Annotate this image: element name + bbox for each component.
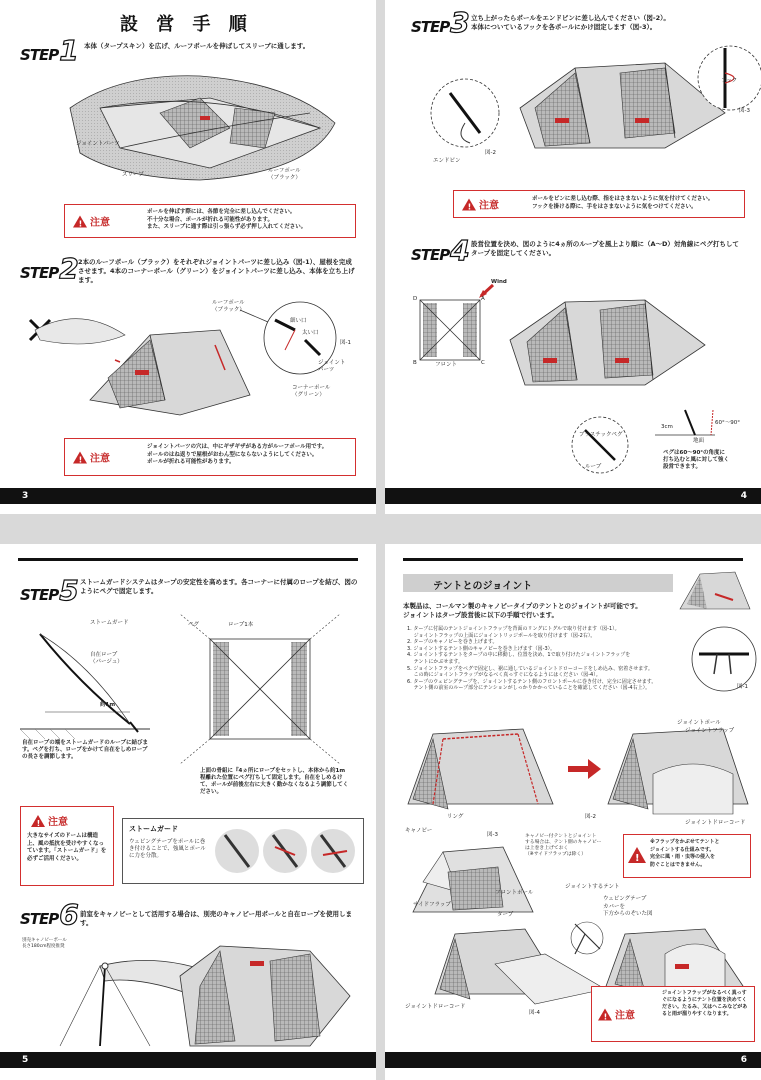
label-peg: ペグ xyxy=(188,622,200,628)
warning-icon xyxy=(73,451,87,463)
label-fig-2: 図-2 xyxy=(585,814,596,820)
canopy-note: キャノピー付テントとジョイント する場合は、テント側のキャノピー は上巻き上げておく （※サイドフラップは除く） xyxy=(525,834,602,857)
step-4-heading: STEP4 xyxy=(411,234,469,267)
label-joint-parts: ジョイントパーツ xyxy=(76,141,120,147)
label-loop: ループ xyxy=(585,464,602,470)
label-fig-1: 図-1 xyxy=(340,340,351,346)
step-6-text: 前室をキャノピーとして活用する場合は、別売のキャノピー用ポールと自在ロープを使用します。 xyxy=(80,910,353,927)
label-d: D xyxy=(413,296,418,302)
flap-note-text: ※フラップをかぶせてテントと ジョイントする仕組みです。 完全に風・雨・虫等の侵入を 防ぐことはできません。 xyxy=(650,839,720,868)
label-distance: 約1m xyxy=(100,702,116,708)
label-corner-pole: コーナーポール （グリーン） xyxy=(292,385,331,398)
label-fig-3: 図-3 xyxy=(739,108,750,114)
step-3-illustration xyxy=(425,38,755,168)
manual-page-4 xyxy=(385,0,761,514)
svg-text:!: ! xyxy=(78,219,83,228)
step-2-illustration xyxy=(20,300,360,420)
label-rope-1: ロープ1本 xyxy=(228,622,254,628)
warning-icon xyxy=(628,847,646,863)
caution-box-6 xyxy=(591,986,755,1042)
step-5-text: ストームガードシステムはタープの安定性を高めます。各コーナーに付属のロープを結び、図のようにペグで固定します。 xyxy=(80,578,358,595)
label-fig-4: 図-4 xyxy=(529,1010,540,1016)
label-plastic-peg: プラスチックペグ xyxy=(579,432,623,438)
label-sleeve: スリーブ xyxy=(122,172,144,178)
label-front-pole: フロントポール xyxy=(495,890,534,896)
label-fig-3: 図-3 xyxy=(487,832,498,838)
label-canopy: キャノピー xyxy=(405,828,433,834)
procedure-step: この時にジョイントフラップがなるべく真っすぐになるようにはください（図-4）。 xyxy=(407,672,601,679)
caution-text: ジョイントパーツの穴は、中にギザギザがある方がルーフポール用です。 ポールのはね返りで屋根がおわん型にならないようにしてください。 ポールが折れる可能性があります。 xyxy=(147,444,328,465)
page-number: 5 xyxy=(22,1055,29,1065)
page-footer xyxy=(0,488,376,504)
procedure-step: 6. タープのウェビングテープを、ジョイントするテント側のフロントポールに巻き付け、完全に固定させます。 xyxy=(407,678,657,685)
label-end-pin: エンドピン xyxy=(433,158,461,164)
flap-note-box xyxy=(623,834,751,878)
caution-box-2 xyxy=(64,438,356,476)
caution-text: ポールをピンに差し込む際、指をはさまないように気を付けてください。 フックを掛ける際に、手をはさまないように気をつけてください。 xyxy=(532,196,714,210)
label-joint-parts-2: ジョイント パーツ xyxy=(318,360,346,373)
caution-heading: ! 注意 xyxy=(598,1007,635,1022)
caution-heading: ! 注意 xyxy=(73,214,110,229)
step-1-heading: STEP1 xyxy=(20,34,78,67)
step-5-heading: STEP5 xyxy=(20,574,78,607)
step-3-heading: STEP3 xyxy=(411,6,469,39)
caution-text: 大きなサイズのドームは構造上、風の抵抗を受けやすくなっています。「ストームガード」を必ずご活用ください。 xyxy=(27,833,107,862)
step-2-text: 2本のルーフポール（ブラック）をそれぞれジョイントパーツに差し込み（図-1）、屋根を完成させます。4本のコーナーポール（グリーン）をジョイントパーツに差し込み、本体を立ち上げます。 xyxy=(78,258,355,284)
page-footer xyxy=(385,488,761,504)
caution-heading: ! 注意 xyxy=(73,450,110,465)
svg-text:!: ! xyxy=(467,202,472,211)
label-joint-pole: ジョイントポール xyxy=(677,720,721,726)
page-number: 6 xyxy=(740,1055,747,1065)
procedure-step: テント側の前室のループ部分にテンションがしっかりかかっていることを確認してください（図-4右上）。 xyxy=(407,685,651,692)
procedure-step: ジョイントフラップの上面にジョイントリッジポールを取り付けます（図-2右）。 xyxy=(407,632,596,639)
svg-text:!: ! xyxy=(78,455,83,464)
manual-page-5 xyxy=(0,544,376,1080)
step-1-text: 本体（タープスキン）を広げ、ルーフポールを伸ばしてスリーブに通します。 xyxy=(84,42,310,50)
page-footer xyxy=(385,1052,761,1068)
caution-box-1 xyxy=(64,204,356,238)
section-header: テントとのジョイント xyxy=(403,574,673,592)
label-ground: 地面 xyxy=(693,438,705,444)
intro-text: 本製品は、コールマン製のキャノピータイプのテントとのジョイントが可能です。 ジョイントはタープ設営後に以下の手順で行います。 xyxy=(403,602,642,619)
warning-icon xyxy=(31,815,45,827)
fig-1-illustration xyxy=(689,624,759,694)
storm-guard-box xyxy=(122,818,364,884)
warning-icon xyxy=(73,215,87,227)
caution-heading: ! 注意 xyxy=(462,197,499,212)
label-webbing: ウェビングテープ xyxy=(603,896,647,902)
page-title: 設 営 手 順 xyxy=(120,14,253,35)
procedure-list xyxy=(407,626,707,692)
step-3-text: 立ち上がったらポールをエンドピンに差し込んでください（図-2）。 本体についているフックを各ポールにかけ固定します（図-3）。 xyxy=(471,14,670,31)
svg-text:!: ! xyxy=(36,818,41,828)
manual-page-3 xyxy=(0,0,376,514)
caution-heading: ! 注意 xyxy=(31,813,68,828)
label-storm-guard: ストームガード xyxy=(90,620,129,626)
storm-guard-title: ストームガード xyxy=(129,825,178,833)
label-a: A xyxy=(481,296,485,302)
label-ring: リング xyxy=(447,814,464,820)
procedure-step: 2. タープのキャノピーを巻き上げます。 xyxy=(407,639,498,646)
warning-icon xyxy=(462,198,476,210)
label-fig-2: 図-2 xyxy=(485,150,496,156)
note-right: 上面の骨組に『4ヵ所にロープをセットし、本体から約1m程離れた位置にペグ打ちして固定します。自在をしめるけて、ポールが前後左右に大きく動かなくなるよう調節してください。 xyxy=(200,768,349,795)
page-number: 3 xyxy=(22,491,29,501)
label-joint-flap: ジョイントフラップ xyxy=(685,728,735,734)
top-rule xyxy=(403,558,743,561)
label-thin: 細い口 xyxy=(290,318,307,324)
top-rule xyxy=(18,558,358,561)
label-depth: 3cm xyxy=(661,424,673,430)
peg-note: ペグは60〜90°の角度に 打ち込むと風に対して強く 設営できます。 xyxy=(663,450,730,470)
caution-box-3 xyxy=(453,190,745,218)
procedure-step: 4. ジョイントするテントをタープの中に移動し、位置を決め、1で取り付けたジョイントフラップを xyxy=(407,652,631,659)
caution-text: ジョイントフラップがなるべく真っすぐになるようにテント位置を決めてください。たるみ、又はへこみなどがあると雨が溜りやすくなります。 xyxy=(662,990,748,1017)
label-thick: 太い口 xyxy=(302,330,319,336)
label-angle: 60°〜90° xyxy=(715,420,740,426)
caution-box-5 xyxy=(20,806,114,886)
label-roof-pole-2: ルーフポール （ブラック） xyxy=(212,300,245,313)
label-draw-code-2: ジョイントドローコード xyxy=(405,1004,466,1010)
label-canopy-pole: 別売キャノピーポール 長さ180cm程度推奨 xyxy=(22,938,67,949)
page-footer xyxy=(0,1052,376,1068)
procedure-step: 5. ジョイントフラップをペグで固定し、裾に通しているジョイントドローコードをしめ込み、密着させます。 xyxy=(407,665,653,672)
label-cover: カバーを 下方からのぞいた図 xyxy=(603,904,653,917)
label-fig-1: 図-1 xyxy=(737,684,748,690)
procedure-step: テントにかぶせます。 xyxy=(407,658,463,665)
step-5-illustration xyxy=(20,614,360,744)
label-joint-tent: ジョイントするテント xyxy=(565,884,620,890)
step-4-text: 設営位置を決め、図のように4ヵ所のループを風上より順に（A〜D）対角線にペグ打ちしてタープを固定してください。 xyxy=(471,240,739,257)
procedure-step: 1. タープに付属のテントジョイントフラップを背面のリングにトグルで取り付けます（図-1）。 xyxy=(407,626,620,632)
label-b: B xyxy=(413,360,417,366)
caution-text: ポールを伸ばす際には、各節を完全に差し込んでください。 不十分な場合、ポールが折れる可能性があります。 また、スリーブに通す際は引っ張らず必ず押し入れてください。 xyxy=(147,209,307,230)
label-hook: フック xyxy=(721,78,738,84)
label-side-flap: サイドフラップ xyxy=(413,902,451,908)
label-roof-pole: ルーフポール （ブラック） xyxy=(268,168,301,181)
storm-guard-steps xyxy=(215,825,360,877)
label-draw-code: ジョイントドローコード xyxy=(685,820,746,826)
label-tarp: タープ xyxy=(497,912,514,918)
manual-page-6 xyxy=(385,544,761,1080)
procedure-step: 3. ジョイントするテント側のキャノピーを巻き上げます（図-3）。 xyxy=(407,645,556,652)
label-wind: Wind xyxy=(491,279,507,285)
svg-text:!: ! xyxy=(635,853,640,864)
storm-guard-text: ウェビングテープをポールに巻き付けることで、強風とポールに力を分散。 xyxy=(129,839,206,859)
step-6-heading: STEP6 xyxy=(20,898,78,931)
label-rope: 自在ロープ （パージュ） xyxy=(90,652,123,665)
note-left: 自在ロープの端をストームガードのループに結びます。ペグを打ち、ロープをかけて自在をしめロープの長さを調節します。 xyxy=(22,740,148,760)
label-c: C xyxy=(481,360,485,366)
label-front: フロント xyxy=(435,362,458,368)
warning-icon xyxy=(598,1008,612,1020)
step-2-heading: STEP2 xyxy=(20,252,78,285)
step-6-illustration xyxy=(20,936,360,1048)
page-number: 4 xyxy=(740,491,747,501)
svg-text:!: ! xyxy=(603,1012,608,1021)
